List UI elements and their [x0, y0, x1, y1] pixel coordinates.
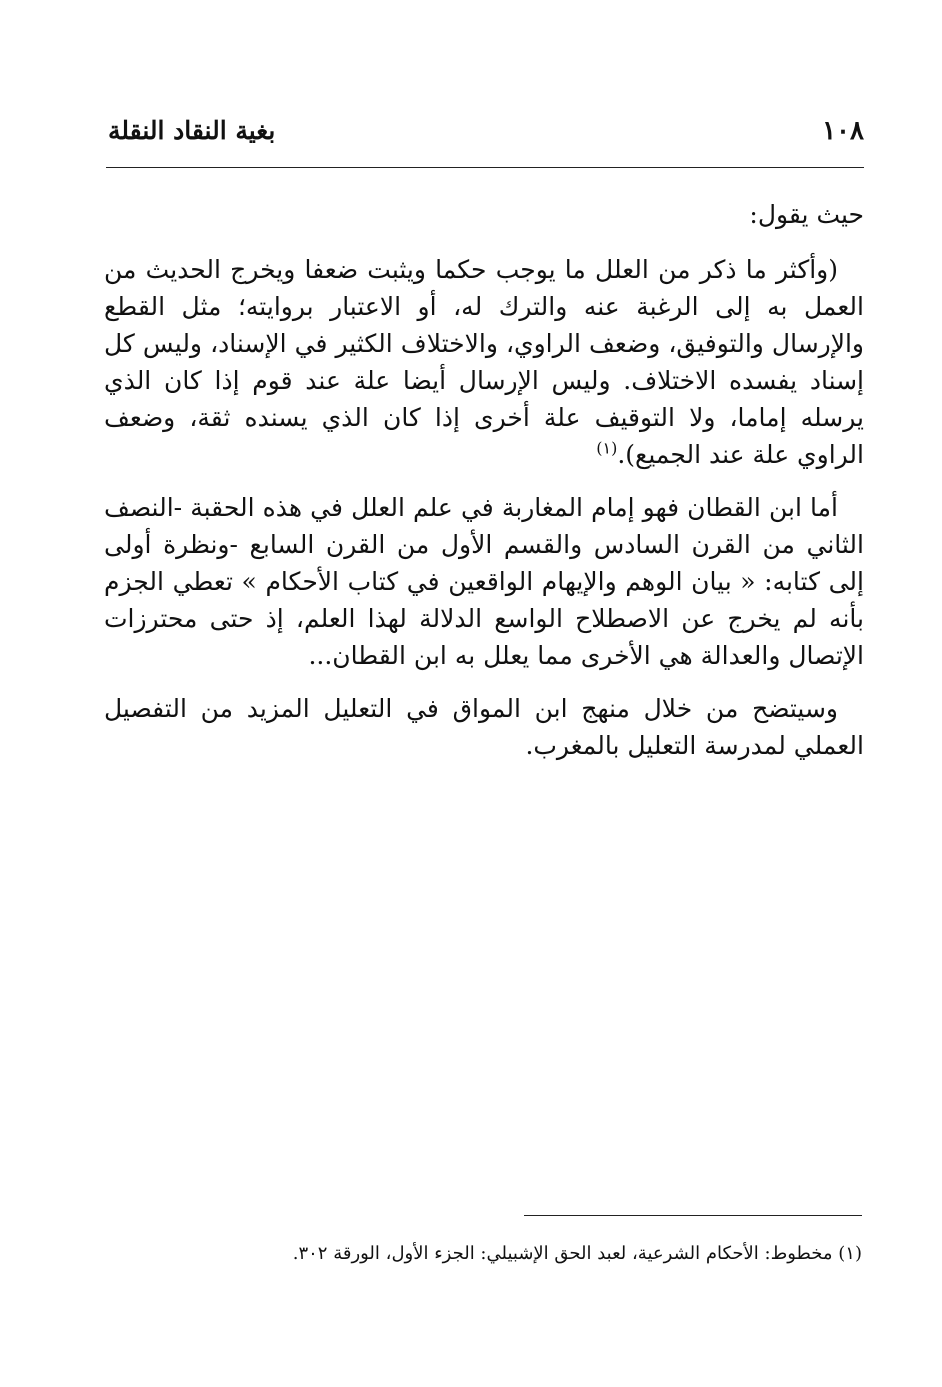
footnote: (١) مخطوط: الأحكام الشرعية، لعبد الحق الإشبيلي: الجزء الأول، الورقة ٣٠٢.: [292, 1243, 862, 1264]
header-rule: [106, 167, 864, 168]
footnote-reference: (١): [596, 438, 618, 458]
opening-line: حيث يقول:: [749, 200, 864, 229]
main-text: [104, 196, 864, 780]
paragraph-ibn-al-mawwaq: وسيتضح من خلال منهج ابن المواق في التعليل المزيد من التفصيل العملي لمدرسة التعليل بالمغرب.: [104, 694, 864, 760]
page-header: [108, 112, 864, 156]
quoted-paragraph: [104, 251, 864, 473]
paragraph-ibn-al-qattan: أما ابن القطان فهو إمام المغاربة في علم العلل في هذه الحقبة -النصف الثاني من القرن السادس والقسم الأول من القرن السابع -ونظرة أولى إلى كتابه: « بيان الوهم والإيهام الواقعين في كتاب الأحكام » تعطي الجزم بأنه لم يخرج عن الاصطلاح الواسع الدلالة لهذا العلم، إذ حتى محترزات الإتصال والعدالة هي الأخرى مما يعلل به ابن القطان...: [104, 493, 864, 670]
quote-text: (وأكثر ما ذكر من العلل ما يوجب حكما ويثبت ضعفا ويخرج الحديث من العمل به إلى الرغبة عنه والترك له، أو الاعتبار بروايته؛ مثل القطع والإرسال والتوفيق، وضعف الراوي، والاختلاف الكثير في الإسناد، وليس كل إسناد يفسده الاختلاف. وليس الإرسال أيضا علة عند قوم إذا كان الذي يرسله إماما، ولا التوقيف علة أخرى إذا كان الذي يسنده ثقة، وضعف الراوي علة عند الجميع).: [104, 255, 864, 469]
footnote-rule: [524, 1215, 862, 1216]
running-title: بغية النقاد النقلة: [108, 116, 276, 145]
page-number: ١٠٨: [822, 116, 864, 146]
